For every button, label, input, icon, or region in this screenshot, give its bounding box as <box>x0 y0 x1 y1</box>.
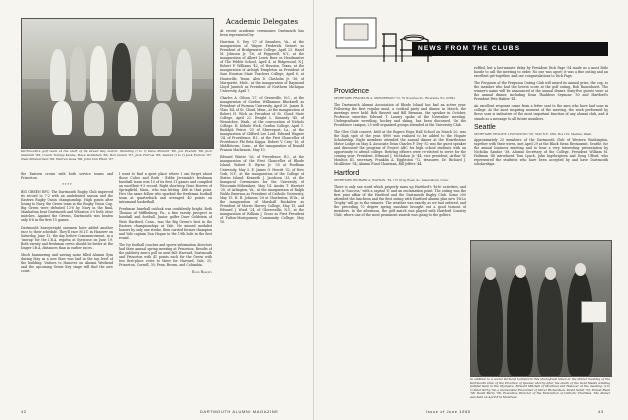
news-from-the-clubs-banner: NEWS FROM THE CLUBS <box>412 42 608 56</box>
column-paragraph: I want to find a quiet place where I can forget about those Colics and Rods - Eddie Jeremiah's freshman baseball team won 10 of its first 11 games and compiled an excellent 9-3 record. Right shortstop Gene Bowers of Springfield, Mass., who was hitting .466 at that point. He's the same fellow who sparked the freshman football team at quarterback and averaged 40 points on intramural basketball. <box>119 172 212 205</box>
left-page-number: 42 <box>21 409 27 414</box>
delegates-paragraph: Charles A. Gilson '27, of Greenville, N.C., at the inauguration of Gordon Williamson Blackwell as President of Furman University, April 20. James R. Vlais '44, of St. Cloud, Minn., at the inauguration of Robert H. Wick as President of St. Cloud State College, April 22. Dwight L. Kennedy '45, of Wenatchee, Wash., at the convocation of Nichols College. H. Kehnle Wick, Gordon College, April 1. Rudolph Peirce '25 of Shreveport, La., at the inauguration of Clifford Lee Lord. Edward Wagner '24, of Providence, R.I., at the First Chancellor of Providence Phi Beta Kappa. Robert V. Cray '16, of Middletown, Conn., at the inauguration of Ronald Francis Mackenzie, May 10. <box>220 95 304 153</box>
delegates-intro: At recent academic ceremonies Dartmouth has been represented by: <box>220 29 304 38</box>
column-paragraph: the Eastern crown with both service teams and Princeton. <box>21 172 113 181</box>
right-page <box>314 0 628 420</box>
left-column-2 <box>119 172 212 404</box>
seattle-heading: Seattle <box>474 123 496 131</box>
right-column-1 <box>334 88 466 406</box>
providence-paragraph: The Glee Club concert, held at the Rogers Hope Hall School on March 20, was the high spot of the year. $900 was realized to be added to the Hogate Scholarship. Eight members attended the annual dinner at the Hearthstone Motor Lodge on May 4. Associate Dean Charles F. Dey '52 was the guest speaker and discussed the program of Project ABC for high school students with an opportunity to attend college. Retiring officers were re-elected to serve for the coming year: President, Edmund J. McMahon Jr. '44, vice president, Arthur W. Moulton III, secretary, Franklin A. Eggleston '72, treasurer, Dr. Richard J. McAllister '54; Alumni Fund Chairman, Bill Jeffers '44. <box>334 129 466 167</box>
column-paragraph: BIG GREEN RFC: The Dartmouth Rugby Club improved its record to 7-2 with an undefeated season and the Eastern Rugby Union championship. High points after losing to Navy, the Green team in the Rugby Union Cup. Big Green were defeated 13-6 by Navy in the final, Manhattan beat Dartmouth and Wheaton 3-0 both close matches. Against the Greens, Dartmouth was beaten only 8-6 in the first 15 games. <box>21 190 113 223</box>
delegates-paragraph: Edward Winter '26, of Providence, R.I., at the inauguration of the First Chancellor of Rhode Island. Robert E. Byrne Jr. '30 at Fordham University, May 5. E. James O. Hewitt '32, of New York, N.Y., at the inauguration of the College of Staten Island. Kenneth J. Jacobsen '33, at the Inaugural Ceremonies for the University of Wisconsin-Milwaukee, May 14. Austin T. Harriott '28, of Arlington, Va., at the inauguration of Ralph Waldo Emerson as President of Catholic University, May 15. H. R. Johnson '28 at Charleston, W.Va., at the inauguration of Marshall Buckalew as President of Morris Harvey College, May 15, and Edward J. Wood '24, of Gloversville, N.Y., at the inauguration of William J. Gross as First President of Fulton-Montgomery Community College, May 16. <box>220 155 304 225</box>
hartford-continued-paragraph: The Ferguson of the Ferguson Outing Club will award its annual prize, the cup, to the member who had the lowest score at the golf outing, Bob Rauenhorst. The winner's name will be announced at the annual dinner. Sixty-five guests were at the annual dinner, including Dean Thaddeus Seymour '50 and Hartford's President Pete Hafner '41. <box>474 81 608 102</box>
column-paragraph: Freshman baseball outlook was confidently bright. Both Thomas of Mifflinburg, Pa., a fine varsity prospect in baseball and football. Junior golfer Dave Goldstein of West Hartford, Conn., was the Big Green's best in the Eastern championships at Yale. He missed medalist honors by only one stroke, then carried former champion and Yale captain Don Hogan to the 19th hole in the first round. <box>119 207 212 240</box>
column-paragraph: Dartmouth heavyweight oarsmen have added another race to their schedule. They'll race M.I.T. in Hanover on Saturday, June 12, the day before Commencement, in a 'unwap' for the I.R.A. regatta at Syracuse on June 19. Both varsity and freshman crews should be better at the longer I.R.A. distances than in earlier races. <box>21 225 113 250</box>
hartford-paragraph: There is only one word which properly sums up Hartford's 'hi-lo' activities, and that is 'Success,' with a capital 'S' and an exclamation point. The outing was the first joint affair of the Hartford and the Dartmouth Rugby Club. Some 200 attended the luncheon and the first outing with Hartford alumni plus new 'Hi-Lo Trophy' will go to the winners. The weather was exactly as we had ordered, and the preceding 70 degree spring sunshine brought out a good turnout of members. In the afternoon, the golf match was played with Hartford Country Club, where one of the most prominent awards was going to the golfers. <box>334 184 466 218</box>
hartford-continued-paragraph: An excellent response came from a letter sent to the men who have had sons in college. At the most inspiring moment of the meeting, the work performed by these sons is indicative of the most important function of any alumni club, and it stands as a message to all future members. <box>474 104 608 121</box>
hartford-continued-paragraph: ruffled, but a last-minute delay by President Dick Page '54 made us a most little hassle to call the meeting to order. No one was upset; it was a fine outing and an excellent get-together, and our congratulations to Dick Page. <box>474 66 608 79</box>
golf-team-photo <box>21 18 214 149</box>
seattle-paragraph: Approximately 25 members of the Dartmouth Club of Western Washington, together with their wives, met April 29 at the Black Swan Restaurant, Seattle, for the annual business meeting and to hear a very interesting presentation by Nicholas Sandoe '38, Alumni Secretary of the College. President William M. Hultman '48 introduced Tom Lynch, John Ingebrigtsen and Doug Ufford, who represented the students who have been accepted by and have Dartmouth scholarships. <box>474 138 608 167</box>
delegates-paragraph: Harrison S. Dey '27 of Saunders, Va., at the inauguration of Wayne Frederick Geisert as President of Bridgewater College, April 23. Hazel M. Johnson Jr. '16, of Pepperell, N.Y., at the inauguration of Albert Lewis Baer as Headmaster of The Pebble School, April 4, at Ridgewood, N.J. Robert P. Williams '42, of Houston, Texas, at the inauguration of Arleigh Templeton as President of Sam Houston State Teachers College, April 6, at Huntsville, Texas. Alex D. Chisholm Jr. '36, of Marquette, Mich., at the inauguration of Raymond Lloyd Jamrich as President of Northern Michigan University, April 7. <box>220 40 304 93</box>
column-paragraph: Much hammering and sawing noise filled Alumni Gym during May as a new floor was laid in the top level of the building. Visitors to Hanover on Alumni Weekend and the upcoming Green Key stage will find the new court. <box>21 252 113 273</box>
providence-paragraph: The Dartmouth Alumni Association of Rhode Island has had an active year. Following the first regular meal, a cocktail party and dinner, in March, the meetings were held. Bob Bassett and Bill Brennan, the speaker in October, Professor emeritus Edward T. Lausey spoke of the November meeting. Undergraduate wrestling, hockey and skiing, has been discussed. On the Providence campus, 25 well-organized groups attended at the University Club. <box>334 102 466 127</box>
providence-heading: Providence <box>334 88 370 95</box>
article-signature: Ernie Roberts <box>192 270 212 275</box>
golf-photo-caption: Dartmouth's golf team at the start of its Green Key match: Standing (l to r) Dave Pickard '66, Jon Everett '66, Jack Giannini '66, Coach Tommy Keane, Dave Goldstein '66, Don Gavan '67, Jack Farrow '65; Seated (l to r) Jack Farrow '67, Neal Zimmerman '66, Warren Goss '68, John Van Etten '67. <box>21 149 212 161</box>
section-divider: * * * * <box>62 183 72 188</box>
quebec-club-photo <box>470 240 612 377</box>
seattle-byline: SECRETARY, PHILIP R. LIVINGSTON '58, 7643 N.E. 16th, Box 161, Medina, Wash. <box>474 131 593 136</box>
left-column-1 <box>21 172 113 404</box>
right-page-issue-date: Issue of June 1965 <box>426 409 471 414</box>
hartford-heading: Hartford <box>334 170 360 178</box>
quebec-photo-caption: In addition to a social Vermont barnstorm this photograph taken at the dinner meeting of the Dartmouth Club of the Province of Quebec shortly after the death of the Gold Medal winning faithful team in the Olympics. Edward Mitchell of Montreal and Hanover at the meeting: (l to r) Peter Kirby '54, a memorable Encounter of Oliver Richardson; David Sabin '53, Ernest Reed '38; David Berry '58, Executive Director of the Federation of Catholic Charities. The dinner was held on April 8 in Montreal. <box>470 377 610 399</box>
providence-byline: SECRETARY, FRANKLIN A. SNEIDERSON '72, 70 Doverlee St., Riverside, R.I. 02991 <box>334 96 456 100</box>
column-paragraph: The Ivy football coaches and sports information directors had their annual spring meeting at Princeton. Results of the publicity men's poll on next fall: Harvard, Dartmouth and Princeton with 41 points each for the Green with two first-place votes to three for Harvard, Yale, 31, Princeton, Cornell, 30; Penn, Brown, and Columbia. <box>119 242 212 267</box>
right-page-number: 43 <box>598 409 604 414</box>
left-page-running-title: DARTMOUTH ALUMNI MAGAZINE <box>200 409 279 414</box>
academic-delegates-column <box>220 18 304 406</box>
right-column-2 <box>474 66 608 238</box>
hartford-byline: SECRETARY, RICHARD A. WATSON, '59, 157 Drug Road, So. Glastonbury, Conn. <box>334 178 449 183</box>
academic-delegates-heading: Academic Delegates <box>225 18 299 26</box>
